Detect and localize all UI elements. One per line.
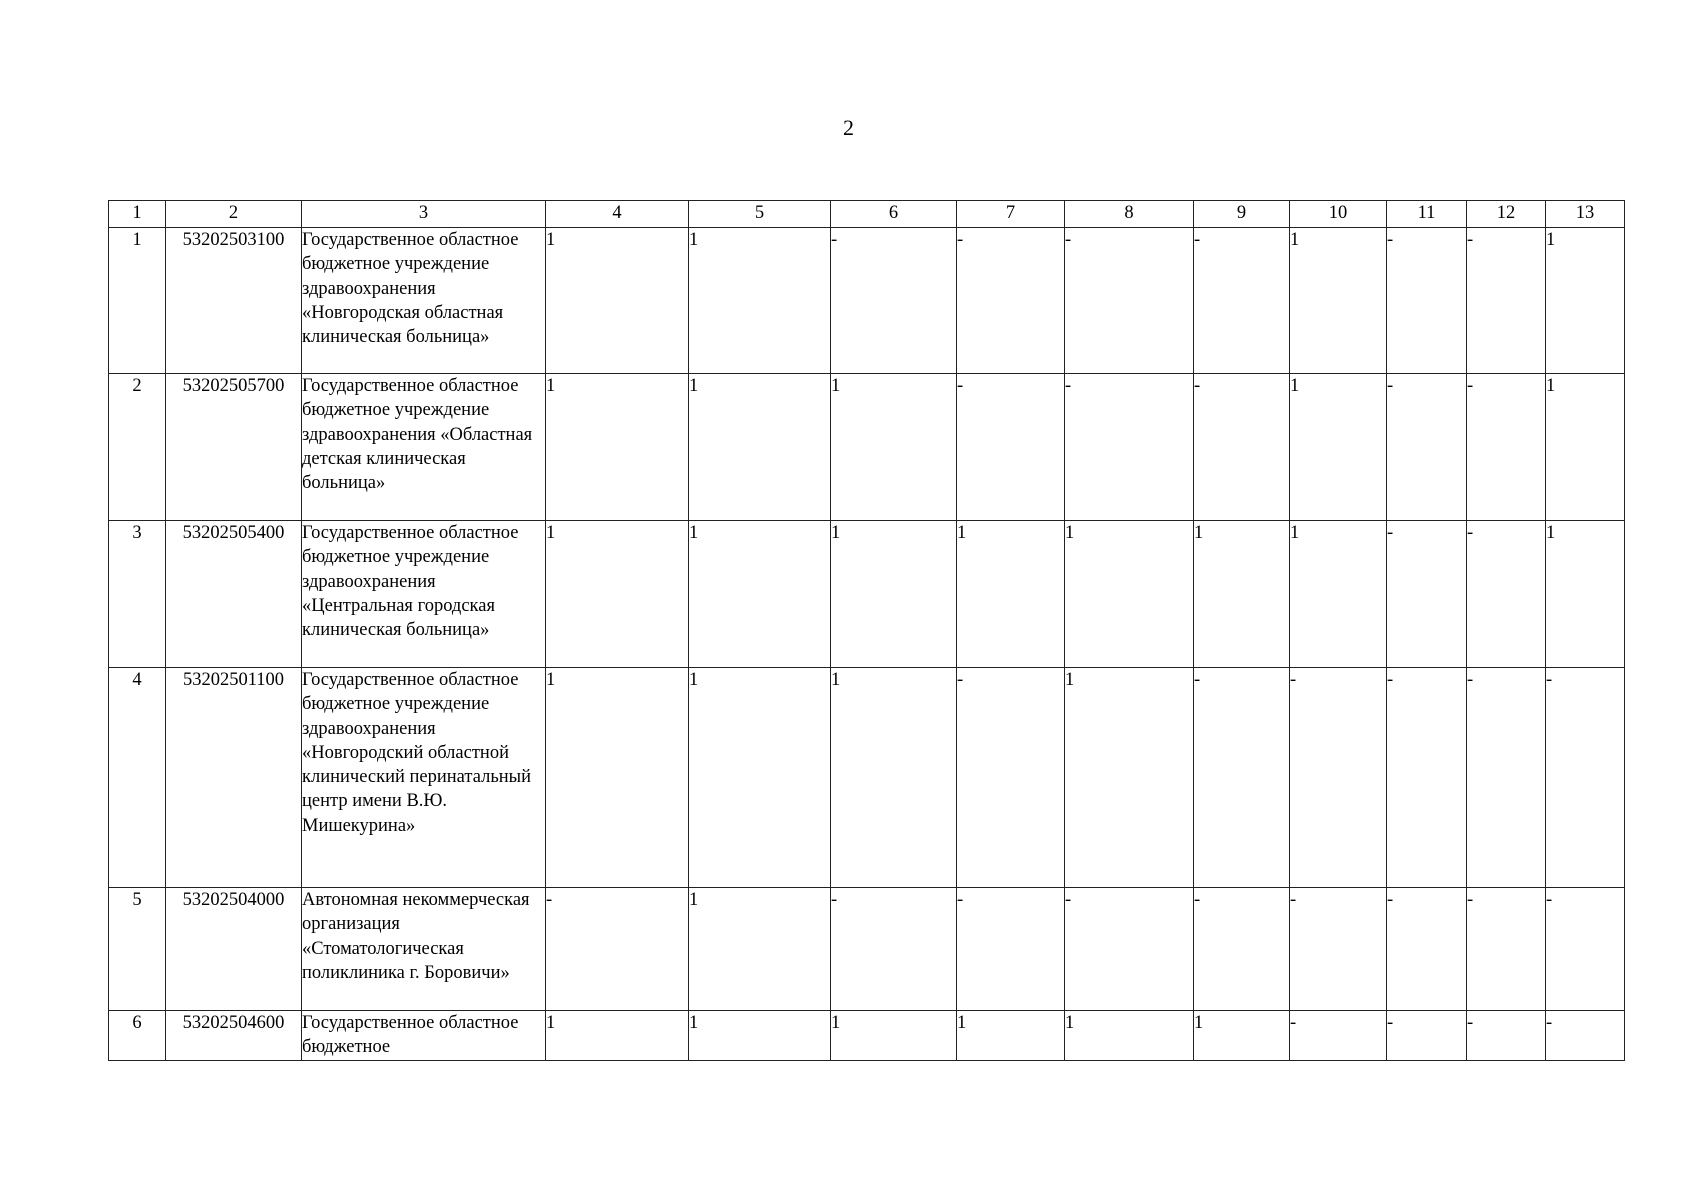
- table-cell: -: [1387, 374, 1467, 521]
- table-cell: 1: [831, 1011, 957, 1061]
- table-cell: 1: [1065, 1011, 1194, 1061]
- table-cell: 1: [1290, 228, 1387, 374]
- organization-code: 53202503100: [166, 228, 302, 374]
- table-cell: 1: [957, 1011, 1065, 1061]
- row-number: 1: [109, 228, 166, 374]
- table-row: [109, 521, 1625, 668]
- column-header: 4: [546, 201, 689, 228]
- organization-name: Автономная некоммерческая организация «Стоматологическая поликлиника г. Боровичи»: [302, 888, 546, 1011]
- table-cell: -: [1387, 668, 1467, 888]
- table-cell: -: [1467, 521, 1546, 668]
- table-cell: -: [1290, 668, 1387, 888]
- table-cell: -: [1194, 668, 1290, 888]
- table-row: [109, 228, 1625, 374]
- organization-code: 53202504000: [166, 888, 302, 1011]
- data-table: [108, 200, 1625, 1061]
- table-cell: -: [1546, 1011, 1625, 1061]
- table-cell: 1: [546, 374, 689, 521]
- organization-name: Государственное областное бюджетное учреждение здравоохранения «Новгородская областная клиническая больница»: [302, 228, 546, 374]
- table-cell: 1: [1065, 521, 1194, 668]
- table-cell: -: [1290, 1011, 1387, 1061]
- table-cell: -: [957, 888, 1065, 1011]
- table-cell: -: [1467, 374, 1546, 521]
- table-cell: -: [1065, 888, 1194, 1011]
- table-cell: 1: [546, 668, 689, 888]
- organization-name: Государственное областное бюджетное учреждение здравоохранения «Областная детская клиническая больница»: [302, 374, 546, 521]
- table-cell: -: [1546, 668, 1625, 888]
- table-cell: -: [1194, 888, 1290, 1011]
- table-cell: 1: [831, 374, 957, 521]
- table-cell: 1: [831, 668, 957, 888]
- row-number: 4: [109, 668, 166, 888]
- table-row: [109, 668, 1625, 888]
- row-number: 5: [109, 888, 166, 1011]
- table-cell: 1: [546, 521, 689, 668]
- table-cell: 1: [546, 1011, 689, 1061]
- row-number: 3: [109, 521, 166, 668]
- organization-code: 53202501100: [166, 668, 302, 888]
- organization-name: Государственное областное бюджетное: [302, 1011, 546, 1061]
- table-cell: -: [957, 228, 1065, 374]
- table-row: [109, 888, 1625, 1011]
- table-cell: 1: [1194, 521, 1290, 668]
- table-cell: 1: [1546, 521, 1625, 668]
- table-cell: -: [831, 228, 957, 374]
- column-header: 8: [1065, 201, 1194, 228]
- column-header: 1: [109, 201, 166, 228]
- table-cell: -: [1194, 374, 1290, 521]
- table-cell: -: [1467, 1011, 1546, 1061]
- organization-code: 53202504600: [166, 1011, 302, 1061]
- table-cell: -: [831, 888, 957, 1011]
- table-cell: -: [1387, 888, 1467, 1011]
- table-cell: -: [1065, 374, 1194, 521]
- column-header: 10: [1290, 201, 1387, 228]
- organization-name: Государственное областное бюджетное учреждение здравоохранения «Центральная городская клиническая больница»: [302, 521, 546, 668]
- table-cell: 1: [1194, 1011, 1290, 1061]
- table-cell: 1: [689, 888, 831, 1011]
- table-cell: -: [957, 668, 1065, 888]
- column-header: 7: [957, 201, 1065, 228]
- table-cell: -: [1467, 668, 1546, 888]
- page-number: 2: [843, 115, 854, 140]
- column-header: 9: [1194, 201, 1290, 228]
- column-header: 2: [166, 201, 302, 228]
- table-cell: -: [1467, 888, 1546, 1011]
- table-cell: 1: [1290, 374, 1387, 521]
- table-cell: 1: [689, 1011, 831, 1061]
- column-header: 13: [1546, 201, 1625, 228]
- table-row: [109, 1011, 1625, 1061]
- organization-code: 53202505700: [166, 374, 302, 521]
- column-header: 11: [1387, 201, 1467, 228]
- table-cell: 1: [689, 374, 831, 521]
- table-cell: -: [1387, 228, 1467, 374]
- table-cell: 1: [1546, 374, 1625, 521]
- table-cell: -: [1290, 888, 1387, 1011]
- table-cell: 1: [546, 228, 689, 374]
- table-cell: 1: [957, 521, 1065, 668]
- table-cell: -: [1387, 1011, 1467, 1061]
- table-cell: -: [957, 374, 1065, 521]
- table-cell: 1: [831, 521, 957, 668]
- table-cell: -: [546, 888, 689, 1011]
- column-header: 5: [689, 201, 831, 228]
- table-cell: 1: [1065, 668, 1194, 888]
- organization-name: Государственное областное бюджетное учреждение здравоохранения «Новгородский областной клинический перинатальный центр имени В.Ю. Мишекурина»: [302, 668, 546, 888]
- row-number: 6: [109, 1011, 166, 1061]
- table-cell: 1: [1546, 228, 1625, 374]
- table-header-row: [109, 201, 1625, 228]
- column-header: 3: [302, 201, 546, 228]
- table-row: [109, 374, 1625, 521]
- table-cell: -: [1467, 228, 1546, 374]
- table-cell: 1: [689, 521, 831, 668]
- table-cell: -: [1194, 228, 1290, 374]
- table-cell: 1: [1290, 521, 1387, 668]
- column-header: 6: [831, 201, 957, 228]
- table-cell: 1: [689, 228, 831, 374]
- row-number: 2: [109, 374, 166, 521]
- column-header: 12: [1467, 201, 1546, 228]
- table-cell: 1: [689, 668, 831, 888]
- organization-code: 53202505400: [166, 521, 302, 668]
- table-cell: -: [1065, 228, 1194, 374]
- table-cell: -: [1387, 521, 1467, 668]
- table-cell: -: [1546, 888, 1625, 1011]
